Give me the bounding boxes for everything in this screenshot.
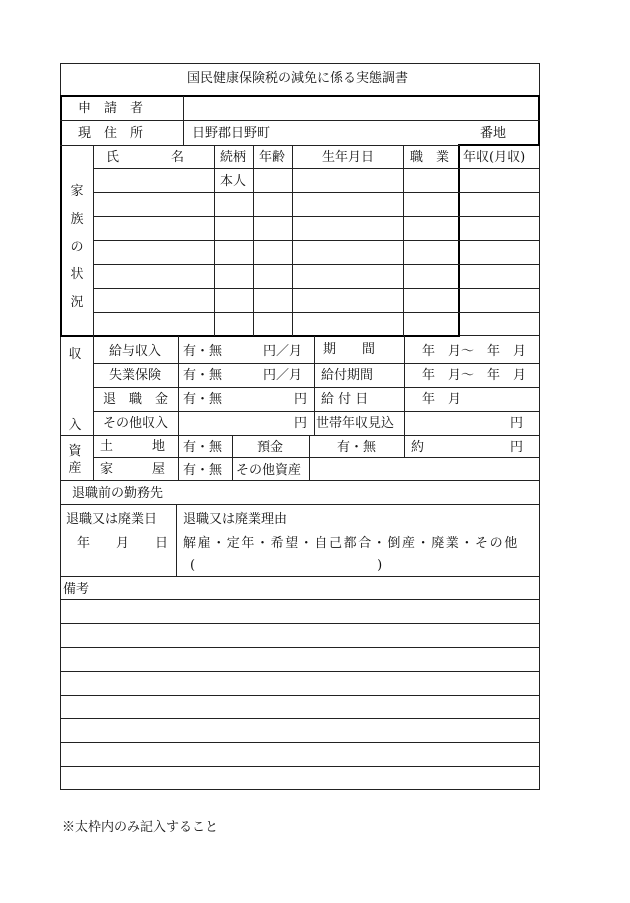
header-occupation: 職 業 (410, 150, 450, 165)
income-row-line (93, 363, 540, 364)
income-label2-benefit-period: 給付期間 (321, 368, 374, 383)
applicant-label: 申 請 者 (78, 101, 144, 116)
retire-bottom-line (60, 576, 540, 577)
family-side-char: 族 (70, 212, 84, 227)
previous-employer-label: 退職前の勤務先 (72, 486, 164, 501)
asset-other-label: その他資産 (236, 463, 302, 478)
income-yn-severance[interactable]: 有・無 (183, 392, 223, 407)
asset-yen: 円 (510, 440, 524, 455)
income-yn-unemployment[interactable]: 有・無 (183, 368, 223, 383)
asset-side-char: 資 (68, 444, 82, 459)
income-label-unemployment: 失業保険 (109, 368, 162, 383)
income-label-salary: 給与収入 (109, 344, 162, 359)
header-relation: 続柄 (220, 150, 247, 165)
income-period-unemployment[interactable]: 年 月～ 年 月 (422, 368, 527, 383)
thick-mid (458, 144, 540, 146)
income-side-bottom: 入 (68, 418, 82, 433)
asset-approx: 約 (411, 440, 425, 455)
address-row-line (60, 145, 460, 146)
thick-bottom (60, 335, 460, 337)
address-label: 現 住 所 (78, 126, 144, 141)
applicant-row-line (60, 120, 540, 121)
family-row-line (93, 312, 540, 313)
family-side-char: 況 (70, 295, 84, 310)
income-label2-benefit-date: 給 付 日 (321, 392, 369, 407)
income-col-c (404, 336, 405, 436)
header-age: 年齢 (259, 150, 286, 165)
footnote: ※太枠内のみ記入すること (62, 820, 219, 835)
retire-reason-label: 退職又は廃業理由 (183, 512, 288, 527)
income-label-severance: 退 職 金 (103, 392, 169, 407)
remarks-line (60, 623, 540, 624)
income-unit-severance: 円 (294, 392, 308, 407)
asset-land-label: 土 地 (100, 439, 166, 454)
asset-row-line (93, 457, 540, 458)
family-row-line (93, 240, 540, 241)
header-birthdate: 生年月日 (322, 150, 375, 165)
income-row-line (93, 387, 540, 388)
retire-date-label: 退職又は廃業日 (66, 512, 158, 527)
remarks-label: 備考 (63, 582, 90, 597)
thick-left (60, 95, 62, 336)
asset-deposit-label: 預金 (257, 440, 284, 455)
family-side-char: の (70, 240, 84, 255)
family-row-line (93, 168, 540, 169)
asset-land-yn[interactable]: 有・無 (183, 440, 223, 455)
asset-deposit-yn[interactable]: 有・無 (337, 440, 377, 455)
header-name: 氏 名 (106, 150, 185, 165)
family-row-line (93, 264, 540, 265)
thick-top (60, 95, 540, 97)
income-side-divider (93, 336, 94, 436)
header-income: 年収(月収) (463, 150, 526, 165)
frame-bottom (60, 789, 540, 790)
applicant-field[interactable] (190, 101, 530, 117)
remarks-line (60, 718, 540, 719)
family-side-char: 状 (70, 267, 84, 282)
family-row-line (93, 192, 540, 193)
asset-house-yn[interactable]: 有・無 (183, 463, 223, 478)
asset-col-b (309, 435, 310, 480)
family-row-line (93, 288, 540, 289)
retire-reason-paren[interactable]: ( ) (190, 558, 383, 573)
income-date-severance[interactable]: 年 月 (422, 392, 462, 407)
income-row-line (93, 411, 540, 412)
address-suffix: 番地 (480, 126, 507, 141)
income-unit-salary: 円／月 (263, 344, 303, 359)
remarks-line (60, 599, 540, 600)
asset-col-c (404, 435, 405, 457)
family-row-relation[interactable]: 本人 (220, 174, 247, 189)
asset-house-label: 家 屋 (100, 462, 166, 477)
frame-top (60, 63, 540, 64)
income-side-top: 収 (68, 347, 82, 362)
income-yn-salary[interactable]: 有・無 (183, 344, 223, 359)
remarks-line (60, 671, 540, 672)
income-period-salary[interactable]: 年 月～ 年 月 (422, 344, 527, 359)
employer-row-line (60, 504, 540, 505)
remarks-line (60, 742, 540, 743)
remarks-line (60, 766, 540, 767)
retire-divider (176, 504, 177, 576)
asset-side-char: 産 (68, 461, 82, 476)
income-unit-unemployment: 円／月 (263, 368, 303, 383)
remarks-line (60, 647, 540, 648)
income-label-other: その他収入 (103, 416, 169, 431)
income-col-a (178, 336, 179, 480)
asset-bottom-line (60, 480, 540, 481)
income-label2-household: 世帯年収見込 (316, 416, 395, 431)
retire-date-format[interactable]: 年 月 日 (77, 536, 169, 551)
income-unit-other: 円 (294, 416, 308, 431)
frame-right (539, 63, 540, 790)
form-title: 国民健康保険税の減免に係る実態調書 (187, 71, 409, 86)
income-col-b (314, 336, 315, 436)
retire-reasons[interactable]: 解雇・定年・希望・自己都合・倒産・廃業・その他 (183, 536, 519, 551)
address-field[interactable]: 日野郡日野町 (192, 126, 271, 141)
income-bottom-line (60, 435, 540, 436)
family-side-char: 家 (70, 184, 84, 199)
income-unit-household: 円 (510, 416, 524, 431)
remarks-line (60, 695, 540, 696)
family-row-line (93, 216, 540, 217)
income-label2-period: 期 間 (323, 342, 376, 357)
family-income-bottom (460, 335, 540, 336)
asset-col-a (232, 435, 233, 480)
